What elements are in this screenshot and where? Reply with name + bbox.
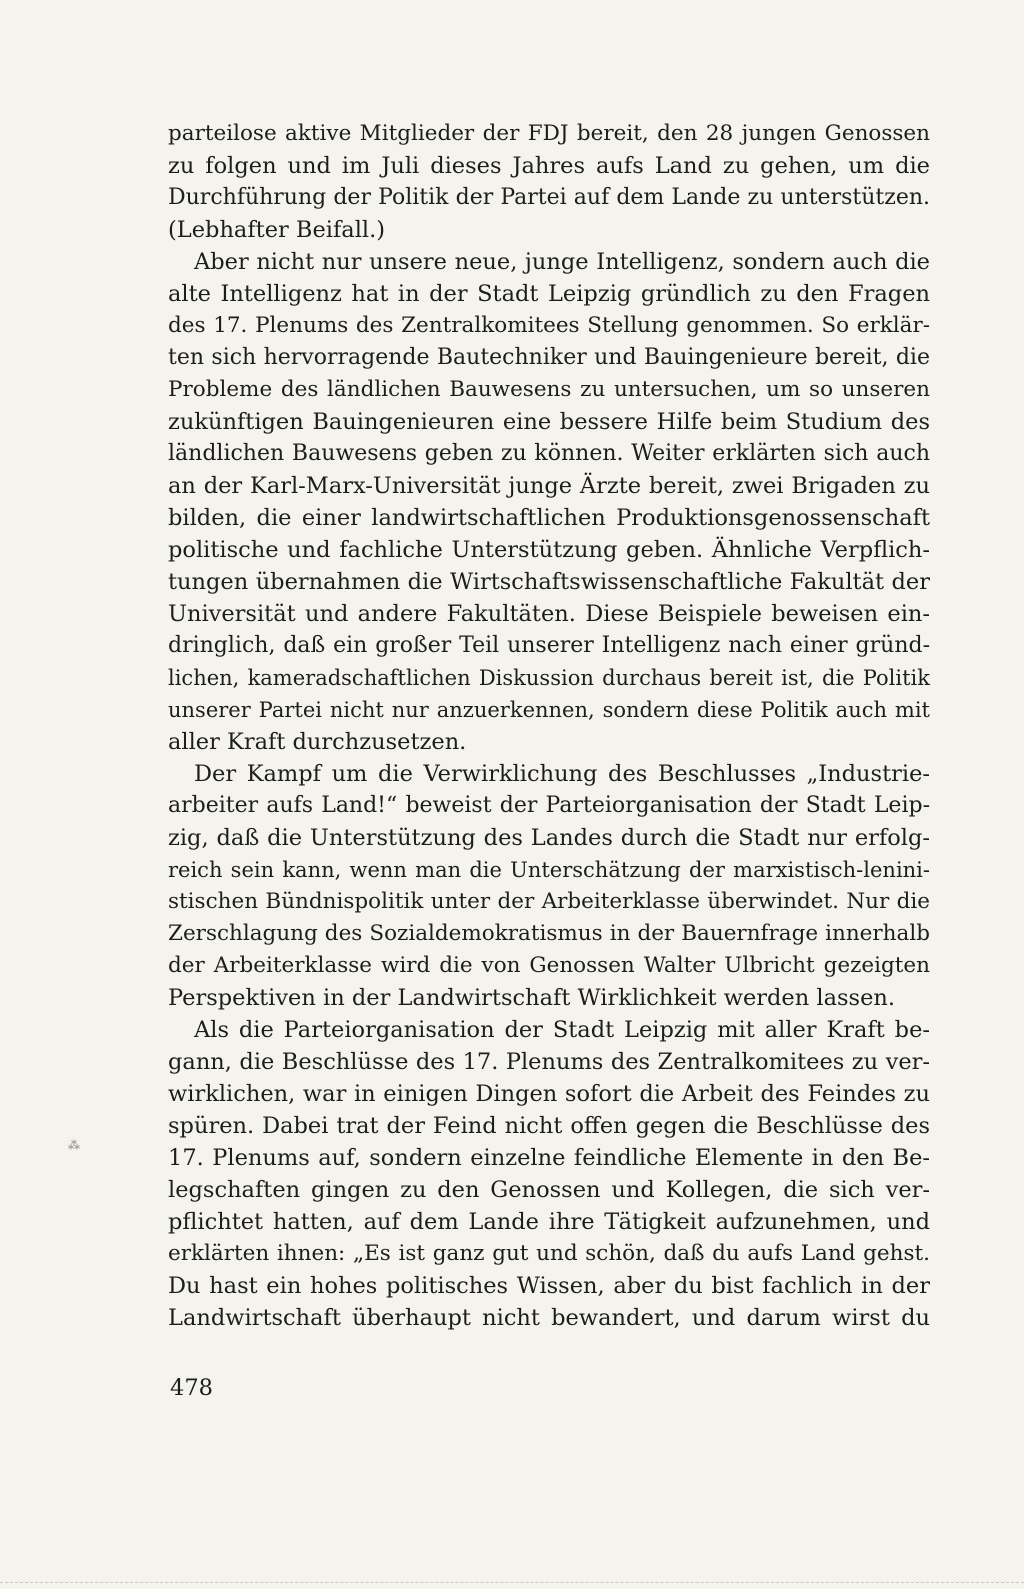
text-line: reich sein kann, wenn man die Unterschätzung der marxistisch-lenini- (168, 858, 930, 882)
text-line: spüren. Dabei trat der Feind nicht offen gegen die Beschlüsse des (168, 1113, 930, 1139)
text-line: stischen Bündnispolitik unter der Arbeiterklasse überwindet. Nur die (168, 889, 930, 914)
text-line: arbeiter aufs Land!“ beweist der Parteiorganisation der Stadt Leip- (168, 793, 930, 818)
text-line: Zerschlagung des Sozialdemokratismus in der Bauernfrage innerhalb (168, 921, 930, 946)
scan-edge (0, 1581, 1024, 1583)
text-line: (Lebhafter Beifall.) (168, 217, 386, 243)
text-line: gann, die Beschlüsse des 17. Plenums des Zentralkomitees zu ver- (168, 1049, 930, 1075)
text-line: aller Kraft durchzusetzen. (168, 729, 467, 755)
page-number: 478 (170, 1375, 213, 1401)
text-line: wirklichen, war in einigen Dingen sofort die Arbeit des Feindes zu (168, 1081, 930, 1107)
text-line: 17. Plenums auf, sondern einzelne feindliche Elemente in den Be- (168, 1145, 930, 1171)
text-line: ländlichen Bauwesens geben zu können. Weiter erklärten sich auch (168, 441, 930, 466)
text-line: pflichtet hatten, auf dem Lande ihre Tätigkeit aufzunehmen, und (168, 1209, 930, 1235)
text-line: tungen übernahmen die Wirtschaftswissenschaftliche Fakultät der (168, 569, 930, 595)
text-line: Als die Parteiorganisation der Stadt Leipzig mit aller Kraft be- (194, 1017, 930, 1043)
text-line: Perspektiven in der Landwirtschaft Wirklichkeit werden lassen. (168, 985, 896, 1011)
text-line: zig, daß die Unterstützung des Landes durch die Stadt nur erfolg- (168, 825, 930, 851)
text-line: der Arbeiterklasse wird die von Genossen Walter Ulbricht gezeigten (168, 953, 930, 978)
text-line: Der Kampf um die Verwirklichung des Beschlusses „Industrie- (194, 761, 930, 787)
text-line: des 17. Plenums des Zentralkomitees Stellung genommen. So erklär- (168, 313, 930, 338)
text-line: zu folgen und im Juli dieses Jahres aufs Land zu gehen, um die (168, 153, 930, 179)
text-line: parteilose aktive Mitglieder der FDJ bereit, den 28 jungen Genossen (168, 121, 930, 146)
text-line: Landwirtschaft überhaupt nicht bewandert, und darum wirst du (168, 1305, 930, 1331)
text-line: lichen, kameradschaftlichen Diskussion durchaus bereit ist, die Politik (168, 666, 930, 690)
text-line: dringlich, daß ein großer Teil unserer Intelligenz nach einer gründ- (168, 633, 930, 658)
text-line: unserer Partei nicht nur anzuerkennen, sondern diese Politik auch mit (168, 698, 930, 722)
page-body (168, 118, 930, 1334)
text-line: erklärten ihnen: „Es ist ganz gut und schön, daß du aufs Land gehst. (168, 1241, 930, 1266)
text-line: Durchführung der Politik der Partei auf dem Lande zu unterstützen. (168, 185, 930, 210)
text-line: alte Intelligenz hat in der Stadt Leipzig gründlich zu den Fragen (168, 281, 930, 307)
text-line: ten sich hervorragende Bautechniker und Bauingenieure bereit, die (168, 345, 930, 370)
text-line: bilden, die einer landwirtschaftlichen Produktionsgenossenschaft (168, 505, 930, 531)
text-line: Universität und andere Fakultäten. Diese Beispiele beweisen ein- (168, 601, 930, 627)
scan-speck: ⁂ (68, 1138, 80, 1152)
text-line: zukünftigen Bauingenieuren eine bessere Hilfe beim Studium des (168, 409, 930, 435)
text-line: politische und fachliche Unterstützung geben. Ähnliche Verpflich- (168, 537, 930, 563)
text-line: legschaften gingen zu den Genossen und Kollegen, die sich ver- (168, 1177, 930, 1203)
text-line: Probleme des ländlichen Bauwesens zu untersuchen, um so unseren (168, 377, 930, 402)
text-line: Du hast ein hohes politisches Wissen, aber du bist fachlich in der (168, 1273, 930, 1299)
text-line: Aber nicht nur unsere neue, junge Intelligenz, sondern auch die (194, 249, 930, 275)
text-line: an der Karl-Marx-Universität junge Ärzte bereit, zwei Brigaden zu (168, 473, 930, 499)
